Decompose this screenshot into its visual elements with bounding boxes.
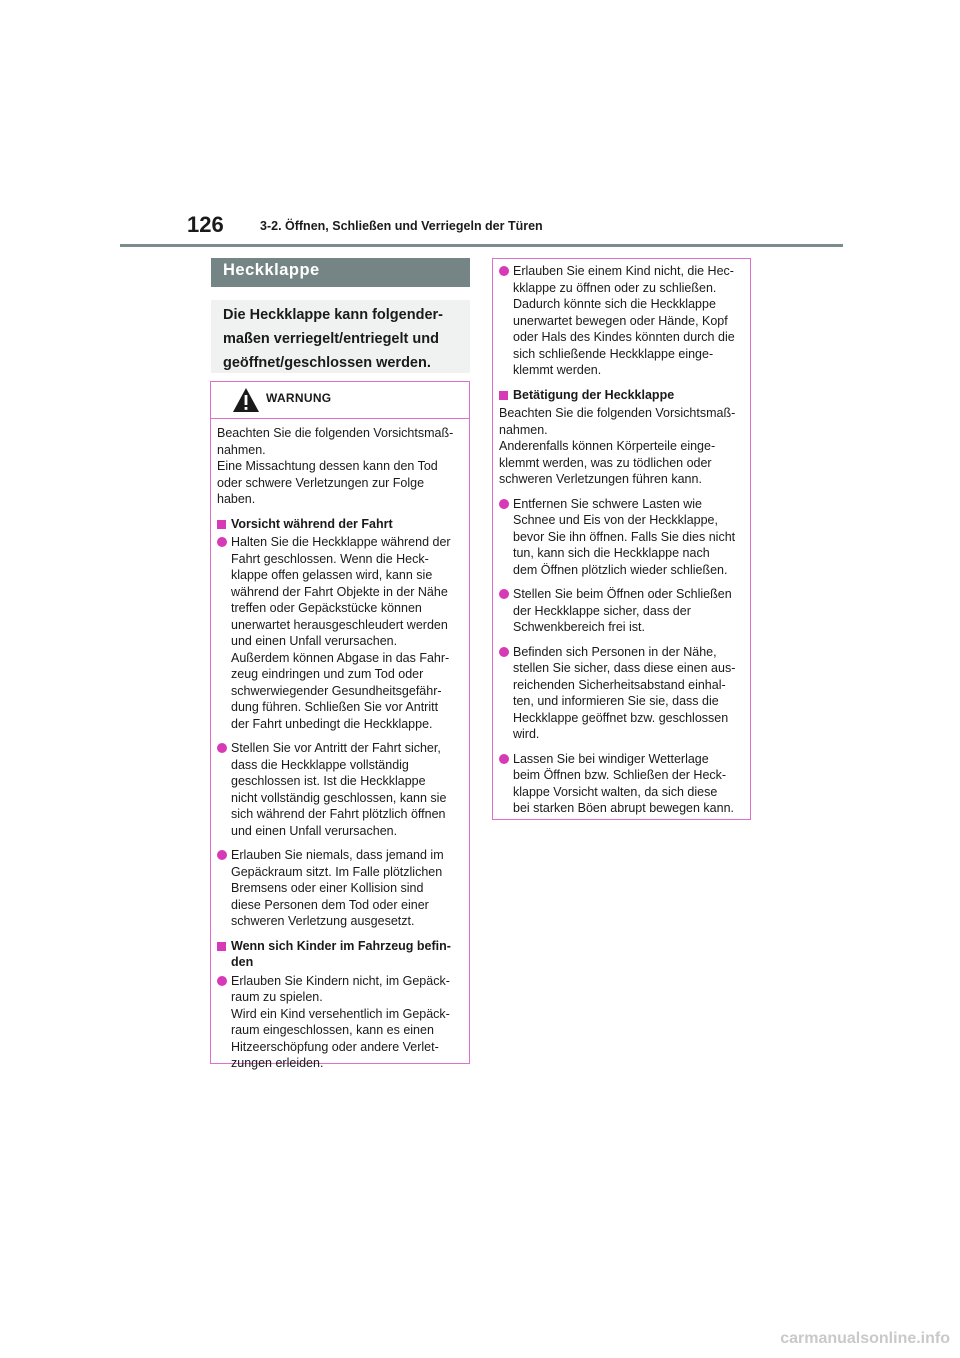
subsection-heading: [217, 938, 463, 971]
bullet-item: [499, 644, 744, 743]
bullet-item-text: Erlauben Sie Kindern nicht, im Gepäck- raum zu spielen. Wird ein Kind versehentlich im Gepäck- raum eingeschlossen, kann es einen Hitzeerschöpfung oder andere Verlet- zungen erleiden.: [231, 973, 450, 1070]
bullet-item: [499, 586, 744, 636]
bullet-item: [499, 496, 744, 579]
warning-intro: Beachten Sie die folgenden Vorsichtsmaß- nahmen. Eine Missachtung dessen kann den Tod oder schwere Verletzungen zur Folge haben.: [217, 426, 454, 506]
warning-triangle-icon: [231, 386, 261, 414]
warning-right-column: [499, 263, 744, 817]
circle-bullet-icon: [217, 743, 227, 753]
subsection-heading-text: Vorsicht während der Fahrt: [231, 516, 393, 531]
circle-bullet-icon: [499, 499, 509, 509]
section-intro: [211, 300, 470, 373]
bullet-item-text: Befinden sich Personen in der Nähe, stellen Sie sicher, dass diese einen aus- reichenden Sicherheitsabstand einhal- ten, und informieren Sie sie, dass die Heckklappe geöffnet bzw. geschlossen wird.: [513, 644, 736, 741]
header-divider: [120, 244, 843, 247]
circle-bullet-icon: [499, 754, 509, 764]
circle-bullet-icon: [499, 647, 509, 657]
warning-box-continued: [492, 258, 751, 820]
bullet-item: [217, 534, 463, 732]
warning-left-column: [217, 516, 463, 1072]
bullet-item: [217, 847, 463, 930]
warning-box: [210, 381, 470, 1070]
subsection-heading: [499, 387, 744, 404]
footer-watermark: carmanualsonline.info: [780, 1330, 950, 1347]
paragraph: Beachten Sie die folgenden Vorsichtsmaß- nahmen. Anderenfalls können Körperteile einge- klemmt werden, was zu tödlichen oder schweren Verletzungen führen kann.: [499, 406, 736, 486]
bullet-item: [217, 973, 463, 1072]
square-bullet-icon: [217, 520, 226, 529]
bullet-item: [217, 740, 463, 839]
bullet-item: [499, 263, 744, 379]
bullet-item: [499, 751, 744, 817]
square-bullet-icon: [499, 391, 508, 400]
bullet-item-text: Stellen Sie vor Antritt der Fahrt sicher, dass die Heckklappe vollständig geschlossen ist. Ist die Heckklappe nicht vollständig geschlossen, kann sie sich während der Fahrt plötzlich öffnen und einen Unfall verursachen.: [231, 741, 447, 838]
subsection-heading-text: Betätigung der Heckklappe: [513, 387, 675, 402]
bullet-item-text: Entfernen Sie schwere Lasten wie Schnee und Eis von der Heckklappe, bevor Sie ihn öffnen. Falls Sie dies nicht tun, kann sich die Heckklappe nach dem Öffnen plötzlich wieder schließen.: [513, 496, 736, 577]
page-number: 126: [187, 212, 224, 237]
square-bullet-icon: [217, 942, 226, 951]
warning-header: [211, 382, 469, 419]
bullet-item-text: Stellen Sie beim Öffnen oder Schließen der Heckklappe sicher, dass der Schwenkbereich frei ist.: [513, 587, 732, 634]
circle-bullet-icon: [217, 976, 227, 986]
subsection-heading: [217, 516, 463, 533]
circle-bullet-icon: [499, 266, 509, 276]
warning-title: WARNUNG: [266, 391, 332, 405]
circle-bullet-icon: [217, 537, 227, 547]
circle-bullet-icon: [499, 589, 509, 599]
chapter-title: 3-2. Öffnen, Schließen und Verriegeln der Türen: [260, 219, 543, 233]
subsection-heading-text: Wenn sich Kinder im Fahrzeug befin- den: [231, 938, 451, 969]
section-intro-text: Die Heckklappe kann folgender- maßen verriegelt/entriegelt und geöffnet/geschlossen werden.: [223, 307, 443, 371]
bullet-item-text: Erlauben Sie einem Kind nicht, die Hec- kklappe zu öffnen oder zu schließen. Dadurch könnte sich die Heckklappe unerwartet bewegen oder Hände, Kopf oder Hals des Kindes könnten durch die sich schließende Heckklappe einge- klemmt werden.: [513, 264, 735, 377]
section-title: Heckklappe: [211, 258, 470, 287]
bullet-item-text: Halten Sie die Heckklappe während der Fahrt geschlossen. Wenn die Heck- klappe offen gelassen wird, kann sie während der Fahrt Objekte in der Nähe treffen oder Gepäckstücke können unerwartet herausgeschleudert werden und einen Unfall verursachen. Außerdem können Abgase in das Fahr- zeug eindringen und zum Tod oder schwerwiegender Gesundheitsgefähr- dung führen. Schließen Sie vor Antritt der Fahrt unbedingt die Heckklappe.: [231, 535, 451, 731]
bullet-item-text: Erlauben Sie niemals, dass jemand im Gepäckraum sitzt. Im Falle plötzlichen Bremsens oder einer Kollision sind diese Personen dem Tod oder einer schweren Verletzung ausgesetzt.: [231, 848, 444, 928]
bullet-item-text: Lassen Sie bei windiger Wetterlage beim Öffnen bzw. Schließen der Heck- klappe Vorsicht walten, da sich diese bei starken Böen abrupt bewegen kann.: [513, 751, 734, 815]
circle-bullet-icon: [217, 850, 227, 860]
